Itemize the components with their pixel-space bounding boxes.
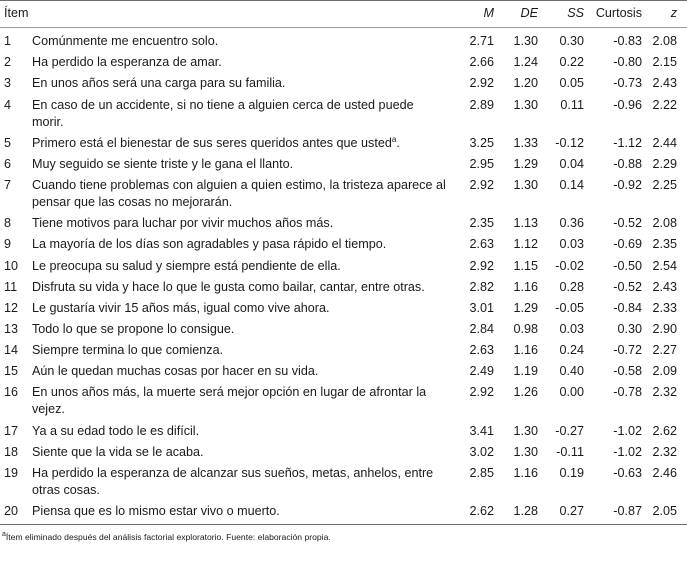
cell-item-number: 4 [4, 97, 12, 112]
cell-mean: 2.66 [469, 55, 494, 70]
cell-kurtosis: -0.52 [613, 279, 642, 294]
cell-z: 2.08 [652, 216, 677, 231]
cell-mean: 2.95 [469, 156, 494, 171]
cell-skewness: 0.28 [559, 279, 584, 294]
column-header-standard-deviation: DE [500, 1, 544, 28]
table-row [0, 95, 687, 133]
cell-standard-deviation: 1.28 [500, 501, 544, 525]
table-row [0, 298, 687, 319]
column-header-kurtosis: Curtosis [590, 1, 648, 28]
cell-z: 2.46 [652, 465, 677, 480]
cell-kurtosis: -0.78 [613, 385, 642, 400]
cell-kurtosis: 0.30 [617, 321, 642, 336]
cell-z: 2.05 [648, 501, 687, 525]
column-header-mean: M [456, 1, 500, 28]
cell-item-number: 7 [4, 178, 12, 192]
cell-skewness: -0.02 [555, 258, 584, 273]
cell-item-text: Ya a su edad todo le es difícil. [32, 423, 200, 438]
cell-mean: 3.01 [469, 300, 494, 315]
cell-item-number: 8 [4, 216, 12, 231]
cell-kurtosis: -0.50 [613, 258, 642, 273]
cell-item-text: Disfruta su vida y hace lo que le gusta como bailar, cantar, entre otras. [32, 279, 425, 294]
cell-kurtosis: -0.87 [590, 501, 648, 525]
footnote-text: Ítem eliminado después del análisis factorial exploratorio. Fuente: elaboración propia. [5, 532, 331, 543]
cell-item-number: 10 [4, 258, 19, 273]
cell-item-text: La mayoría de los días son agradables y pasa rápido el tiempo. [32, 237, 387, 252]
cell-mean: 3.41 [469, 423, 494, 438]
cell-standard-deviation: 1.20 [513, 76, 538, 91]
cell-standard-deviation: 1.16 [513, 279, 538, 294]
cell-skewness: 0.00 [559, 385, 584, 400]
table-row [0, 463, 687, 501]
cell-item-number: 13 [4, 321, 19, 336]
cell-skewness: 0.24 [559, 343, 584, 357]
cell-item-number: 9 [4, 237, 12, 252]
cell-skewness: 0.30 [559, 34, 584, 49]
footnote-marker: a [2, 531, 6, 539]
cell-item-number: 18 [4, 444, 19, 459]
cell-item-text: En unos años será una carga para su familia. [32, 76, 286, 91]
cell-item-number: 14 [4, 343, 19, 357]
cell-item-number: 1 [4, 34, 12, 49]
cell-item-text: Ha perdido la esperanza de amar. [32, 55, 222, 70]
cell-mean: 2.89 [469, 97, 494, 112]
cell-kurtosis: -0.52 [613, 216, 642, 231]
cell-skewness: 0.19 [559, 465, 584, 480]
cell-item-text: En unos años más, la muerte será mejor opción en lugar de afrontar la vejez. [32, 385, 427, 417]
cell-skewness: 0.11 [560, 97, 584, 112]
cell-kurtosis: -0.63 [613, 465, 642, 480]
cell-mean: 2.84 [469, 321, 494, 336]
cell-mean: 2.92 [469, 178, 494, 192]
item-text-tail: . [396, 135, 400, 150]
cell-skewness: -0.11 [556, 444, 584, 459]
cell-kurtosis: -1.02 [613, 423, 642, 438]
cell-mean: 2.35 [469, 216, 494, 231]
cell-kurtosis: -0.92 [613, 178, 642, 192]
table-row [0, 421, 687, 442]
cell-kurtosis: -0.83 [613, 34, 642, 49]
cell-kurtosis: -0.88 [613, 156, 642, 171]
item-footnote-marker: a [391, 134, 397, 144]
cell-skewness: 0.14 [559, 178, 584, 192]
cell-standard-deviation: 1.30 [513, 97, 538, 112]
cell-kurtosis: -0.96 [613, 97, 642, 112]
table-row [0, 73, 687, 94]
cell-skewness: -0.12 [555, 135, 584, 150]
cell-item-text: Le preocupa su salud y siempre está pendiente de ella. [32, 258, 341, 273]
cell-z: 2.54 [652, 258, 677, 273]
cell-kurtosis: -0.72 [613, 343, 642, 357]
cell-z: 2.08 [652, 34, 677, 49]
cell-z: 2.43 [652, 76, 677, 91]
cell-mean: 2.92 [469, 385, 494, 400]
cell-skewness: 0.04 [559, 156, 584, 171]
cell-mean: 2.62 [456, 501, 500, 525]
cell-kurtosis: -0.58 [613, 364, 642, 379]
table-row [0, 277, 687, 298]
cell-mean: 2.92 [469, 258, 494, 273]
cell-item-number: 11 [4, 279, 18, 294]
cell-item-text: Piensa que es lo mismo estar vivo o muerto. [32, 501, 456, 525]
cell-item-number: 16 [4, 385, 19, 400]
cell-mean: 2.82 [469, 279, 494, 294]
cell-mean: 3.02 [469, 444, 494, 459]
table-row [0, 361, 687, 382]
table-row [0, 340, 687, 361]
cell-item-number: 2 [4, 55, 12, 70]
table-header [0, 1, 687, 28]
cell-item-number: 19 [4, 465, 19, 480]
table-footnote [0, 532, 687, 543]
cell-z: 2.90 [652, 321, 677, 336]
cell-item-number: 17 [4, 423, 19, 438]
cell-skewness: 0.36 [559, 216, 584, 231]
cell-skewness: 0.40 [559, 364, 584, 379]
cell-standard-deviation: 1.30 [513, 178, 538, 192]
cell-kurtosis: -1.12 [613, 135, 642, 150]
cell-standard-deviation: 1.30 [513, 34, 538, 49]
cell-item-text: Muy seguido se siente triste y le gana el llanto. [32, 156, 294, 171]
cell-mean: 2.63 [469, 237, 494, 252]
cell-standard-deviation: 1.15 [513, 258, 538, 273]
cell-mean: 2.92 [469, 76, 494, 91]
cell-item-text: Ha perdido la esperanza de alcanzar sus sueños, metas, anhelos, entre otras cosas. [32, 465, 434, 497]
table-row [0, 501, 687, 525]
cell-item-number: 6 [4, 156, 12, 171]
cell-z: 2.44 [652, 135, 677, 150]
cell-mean: 2.63 [469, 343, 494, 357]
cell-item-text: En caso de un accidente, si no tiene a alguien cerca de usted puede morir. [32, 97, 414, 129]
cell-skewness: 0.22 [559, 55, 584, 70]
table-row [0, 442, 687, 463]
cell-z: 2.32 [652, 385, 677, 400]
cell-z: 2.25 [652, 178, 677, 192]
cell-mean: 3.25 [469, 135, 494, 150]
cell-skewness: 0.03 [559, 237, 584, 252]
cell-item-number: 15 [4, 364, 19, 379]
cell-kurtosis: -0.73 [613, 76, 642, 91]
cell-skewness: 0.27 [544, 501, 590, 525]
table-row [0, 382, 687, 420]
item-text: Primero está el bienestar de sus seres queridos antes que usted [32, 135, 392, 150]
cell-z: 2.22 [652, 97, 677, 112]
cell-standard-deviation: 1.29 [513, 300, 538, 315]
cell-standard-deviation: 1.16 [513, 343, 538, 357]
cell-standard-deviation: 1.19 [513, 364, 538, 379]
cell-standard-deviation: 0.98 [513, 321, 538, 336]
cell-item-text: Cuando tiene problemas con alguien a quien estimo, la tristeza aparece al pensar que las cosas no mejorarán. [32, 178, 446, 210]
cell-mean: 2.49 [469, 364, 494, 379]
table-row [0, 52, 687, 73]
cell-skewness: -0.27 [555, 423, 584, 438]
cell-z: 2.29 [652, 156, 677, 171]
column-header-z: z [648, 1, 687, 28]
cell-kurtosis: -1.02 [613, 444, 642, 459]
cell-z: 2.32 [652, 444, 677, 459]
cell-item-text: Todo lo que se propone lo consigue. [32, 321, 235, 336]
cell-z: 2.33 [652, 300, 677, 315]
cell-z: 2.35 [652, 237, 677, 252]
cell-kurtosis: -0.80 [613, 55, 642, 70]
table-row [0, 28, 687, 53]
cell-item-text: Siempre termina lo que comienza. [32, 343, 224, 357]
cell-standard-deviation: 1.30 [513, 423, 538, 438]
table-row [0, 154, 687, 175]
cell-item-text: Tiene motivos para luchar por vivir muchos años más. [32, 216, 334, 231]
cell-item-number: 3 [4, 76, 12, 91]
cell-standard-deviation: 1.29 [513, 156, 538, 171]
cell-z: 2.15 [652, 55, 677, 70]
table-row [0, 213, 687, 234]
cell-item-number: 5 [4, 135, 12, 150]
table-row [0, 175, 687, 213]
cell-item-text: Comúnmente me encuentro solo. [32, 34, 219, 49]
cell-mean: 2.85 [469, 465, 494, 480]
cell-standard-deviation: 1.13 [513, 216, 538, 231]
cell-item-text: Aún le quedan muchas cosas por hacer en su vida. [32, 364, 319, 379]
cell-skewness: 0.03 [559, 321, 584, 336]
cell-standard-deviation: 1.24 [513, 55, 538, 70]
cell-item-number: 12 [4, 300, 19, 315]
cell-item-text: Siente que la vida se le acaba. [32, 444, 204, 459]
table-header-row [0, 1, 687, 28]
cell-standard-deviation: 1.16 [513, 465, 538, 480]
table-body [0, 28, 687, 525]
column-header-item: Ítem [0, 1, 456, 28]
column-header-skewness: SS [544, 1, 590, 28]
cell-z: 2.27 [652, 343, 677, 357]
cell-mean: 2.71 [469, 34, 494, 49]
cell-z: 2.43 [652, 279, 677, 294]
cell-z: 2.09 [652, 364, 677, 379]
table-row [0, 234, 687, 255]
cell-item-text: Le gustaría vivir 15 años más, igual como vive ahora. [32, 300, 330, 315]
cell-standard-deviation: 1.30 [513, 444, 538, 459]
cell-skewness: -0.05 [555, 300, 584, 315]
table-row [0, 256, 687, 277]
cell-z: 2.62 [652, 423, 677, 438]
cell-standard-deviation: 1.12 [513, 237, 538, 252]
cell-item-number: 20 [0, 501, 32, 525]
cell-skewness: 0.05 [559, 76, 584, 91]
cell-item-text [32, 133, 456, 154]
table-row [0, 319, 687, 340]
cell-standard-deviation: 1.26 [513, 385, 538, 400]
table-row [0, 133, 687, 154]
cell-kurtosis: -0.69 [613, 237, 642, 252]
cell-kurtosis: -0.84 [613, 300, 642, 315]
cell-standard-deviation: 1.33 [513, 135, 538, 150]
